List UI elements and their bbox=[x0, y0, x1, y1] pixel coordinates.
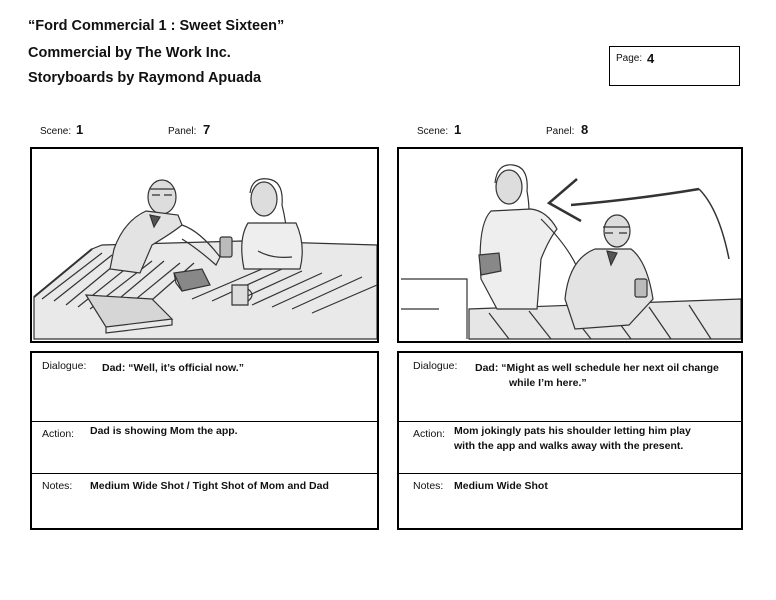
panel-number: 8 bbox=[581, 122, 589, 137]
action-label: Action: bbox=[42, 428, 75, 440]
sketch-frame bbox=[397, 147, 743, 343]
page-label: Page: bbox=[616, 53, 643, 64]
panel-notes-box bbox=[397, 351, 743, 530]
dialogue-label: Dialogue: bbox=[42, 360, 87, 372]
action-text: Mom jokingly pats his shoulder letting him play bbox=[454, 425, 691, 437]
notes-text: Medium Wide Shot / Tight Shot of Mom and Dad bbox=[90, 480, 329, 492]
action-label: Action: bbox=[413, 428, 446, 440]
row-divider bbox=[32, 421, 377, 422]
row-divider bbox=[399, 473, 741, 474]
scene-label: Scene: bbox=[417, 126, 449, 137]
page-box bbox=[609, 46, 740, 86]
row-divider bbox=[32, 473, 377, 474]
notes-label: Notes: bbox=[413, 480, 444, 492]
panel-number: 7 bbox=[203, 122, 211, 137]
commercial-credit: Commercial by The Work Inc. bbox=[28, 45, 231, 61]
panel-label: Panel: bbox=[546, 126, 575, 137]
scene-label: Scene: bbox=[40, 126, 72, 137]
page-number: 4 bbox=[647, 51, 655, 66]
dialogue-text: Dad: “Well, it’s official now.” bbox=[102, 362, 244, 374]
sketch-dad-showing-mom-app bbox=[32, 149, 377, 341]
dialogue-text: Dad: “Might as well schedule her next oil change bbox=[475, 362, 719, 374]
storyboard-credit: Storyboards by Raymond Apuada bbox=[28, 70, 262, 86]
notes-text: Medium Wide Shot bbox=[454, 480, 548, 492]
action-text: Dad is showing Mom the app. bbox=[90, 425, 238, 437]
panel-notes-box bbox=[30, 351, 379, 530]
sketch-mom-pats-shoulder bbox=[399, 149, 741, 341]
sketch-frame bbox=[30, 147, 379, 343]
storyboard-title: “Ford Commercial 1 : Sweet Sixteen” bbox=[28, 18, 285, 34]
scene-number: 1 bbox=[76, 122, 84, 137]
row-divider bbox=[399, 421, 741, 422]
scene-number: 1 bbox=[454, 122, 462, 137]
notes-label: Notes: bbox=[42, 480, 73, 492]
panel-label: Panel: bbox=[168, 126, 197, 137]
action-text-cont: with the app and walks away with the present. bbox=[454, 440, 684, 452]
dialogue-label: Dialogue: bbox=[413, 360, 458, 372]
dialogue-text-cont: while I’m here.” bbox=[509, 377, 587, 389]
